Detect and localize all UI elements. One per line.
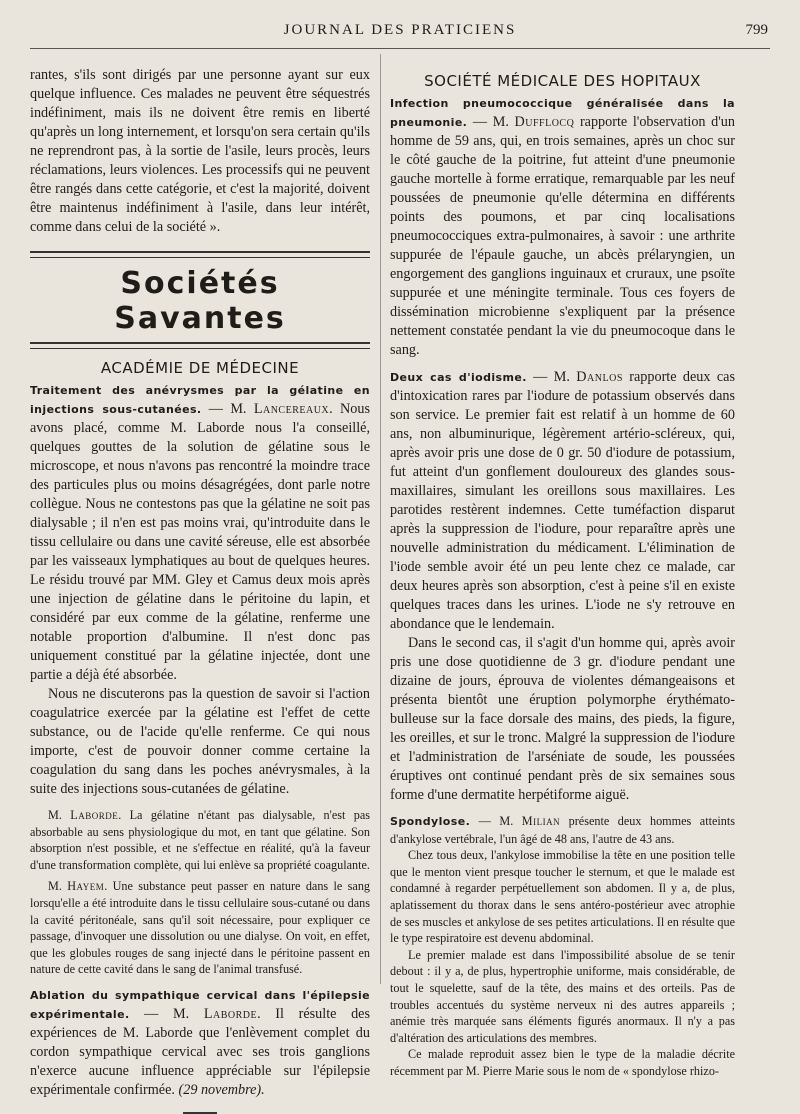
hayem-text: . Une substance peut passer en nature dans le sang lorsqu'elle a été introduite dans le tissu cellulaire sous-cutané ou dans la cavité péritonéale, sans qu'il soit nécessaire, pour expliquer ce passage, d'invoquer une dissolution ou une dialyse. On voit, en effet, que les globules rouges de sang injecté dans le péritoine passent en nature de cette cavité dans le sang de l'animal transfusé. bbox=[30, 879, 371, 977]
gelatine-text: . Nous avons placé, comme M. Laborde nous l'a conseillé, quelques gouttes de la solution de gélatine sous le microscope, et nous n'avons pas rencontré la moindre trace des particules plus ou moins désagrégées, dont parle notre collègue. Nous ne contestons pas que la gélatine ne soit pas dialysable ; il n'en est pas moins vrai, qu'introduite dans le tissu cellulaire ou dans une cavité séreuse, elle est absorbée par les vaisseaux lymphatiques au bout de quelques heures. Le résidu trouvé par MM. Gley et Camus deux mois après une injection de gélatine dans le péritoine du lapin, et considéré par eux comme de la gélatine, renferme une notable proportion d'albumine. Il n'est donc pas uniquement constitué par la gélatine injectée, dont une partie a déjà été absorbée. bbox=[30, 401, 370, 683]
infection-article bbox=[390, 94, 735, 360]
ablation-author: Laborde bbox=[203, 1005, 258, 1022]
ablation-text: . Il résulte des expériences de M. Laborde que l'enlèvement complet du cordon sympathique cervical avec ses trois ganglions n'exerce aucune influence appréciable sur l'épilepsie expérimentale confirmée. bbox=[30, 1005, 370, 1098]
academie-heading: ACADÉMIE DE MÉDECINE bbox=[100, 359, 300, 377]
iodisme-author: Danlos bbox=[576, 369, 623, 385]
iodisme-dash: — M. bbox=[526, 369, 577, 385]
gelatine-dash: — M. bbox=[201, 401, 254, 417]
column-divider bbox=[380, 54, 381, 984]
gelatine-heading: Traitement des anévrysmes par la gélatine en injections sous-cutanées. bbox=[30, 384, 370, 416]
laborde-remark bbox=[30, 807, 370, 873]
hayem-name: Hayem bbox=[67, 879, 105, 894]
running-header bbox=[30, 14, 770, 49]
left-column bbox=[30, 66, 370, 1114]
iodisme-heading: Deux cas d'iodisme. bbox=[390, 371, 527, 384]
spondylose-paragraph-2: Chez tous deux, l'ankylose immobilise la tête en une position telle que le menton vient presque toucher le sternum, et que le malade est condamné à regarder perpétuellement son abdomen. Il y a, de plus, aplatissement du thorax dans le sens antéro-postérieur avec atrophie de ses muscles et ankylose de ses petites articulations. Il en résulte que le type respiratoire est devenu abdominal. bbox=[390, 848, 735, 946]
ablation-date: (29 novembre). bbox=[178, 1081, 265, 1098]
spondylose-dash: — M. bbox=[470, 814, 522, 828]
spondylose-text: présente deux hommes atteints d'ankylose vertébrale, l'un âgé de 48 ans, l'autre de 43 ans. bbox=[390, 814, 735, 846]
ablation-article bbox=[30, 986, 370, 1100]
spondylose-paragraph-4: Ce malade reproduit assez bien le type de la maladie décrite récemment par M. Pierre Marie sous le nom de « spondylose rhizo- bbox=[390, 1047, 735, 1078]
intro-paragraph: rantes, s'ils sont dirigés par une personne ayant sur eux quelque influence. Ces malades ne peuvent être séquestrés indéfiniment, mais ils ne doivent être remis en liberté qu'après un long internement, et lorsqu'on sera certain qu'ils ne reprendront pas, à la sortie de l'asile, leurs procès, leurs réclamations, leurs violences. Les processifs qui ne peuvent être rangés dans cette catégorie, et c'est la majorité, doivent être maintenus indéfiniment à l'asile, dans leur intérêt, comme dans celui de la société ». bbox=[30, 67, 370, 235]
journal-title: JOURNAL DES PRATICIENS bbox=[283, 22, 517, 38]
infection-author: Dufflocq bbox=[514, 114, 575, 130]
societe-medicale-heading: SOCIÉTÉ MÉDICALE DES HOPITAUX bbox=[424, 72, 701, 90]
iodisme-article bbox=[390, 368, 735, 634]
ablation-dash: — M. bbox=[129, 1005, 204, 1022]
laborde-text: . La gélatine n'étant pas dialysable, n'est pas absorbable au sens physiologique du mot, en tant que gélatine. Son absorption n'est possible, et ne s'effectue en réalité, qu'à la faveur d'une transformation complète, qui lui enlève sa propriété coagulante. bbox=[30, 808, 370, 872]
infection-dash: — M. bbox=[467, 114, 515, 130]
section-rule-bottom bbox=[30, 342, 370, 349]
page-number: 799 bbox=[745, 22, 768, 38]
gelatine-article bbox=[30, 381, 370, 685]
spondylose-author: Milian bbox=[521, 814, 561, 828]
section-rule-top bbox=[30, 251, 370, 258]
gelatine-author: Lancereaux bbox=[253, 401, 330, 417]
spondylose-paragraph-3: Le premier malade est dans l'impossibilité absolue de se tenir debout : il y a, de plus, hypertrophie uniforme, mais considérable, de tout le squelette, sauf de la tête, des mains et des orteils. Pas de troubles accentués du système nerveux ni des autres appareils ; anémie très marquée sans éléments figurés anormaux. Il n'y a pas d'altération des articulations des membres. bbox=[390, 947, 735, 1045]
societes-savantes-title: Sociétés Savantes bbox=[114, 266, 286, 336]
right-column bbox=[390, 72, 735, 1080]
iodisme-text: rapporte deux cas d'intoxication rares par l'iodure de potassium observés dans son service. Le premier fait est relatif à un homme de 60 ans, non albuminurique, légèrement artério-scléreux, qui, après avoir pris une dose de 0 gr. 50 d'iodure de potassium, fut atteint d'un gonflement douloureux des glandes sous-maxillaires, simulant les oreillons sous maxillaires. Les parotides restèrent indemnes. Cette tuméfaction disparut après la suppression de l'iodure, pour reparaître après une nouvelle administration du médicament. L'élimination de l'iode semble avoir été un peu lente chez ce malade, car deux heures après son absorption, c'est à peine s'il en existe quelques traces dans les urines. L'iode ne s'y retrouve en abondance que le lendemain. bbox=[390, 369, 735, 632]
laborde-name: Laborde bbox=[70, 808, 119, 822]
gelatine-paragraph-2: Nous ne discuterons pas la question de savoir si l'action coagulatrice exercée par la gélatine est l'effet de cette substance, ou de l'acide qu'elle renferme. Ce qui nous importe, c'est de pouvoir donner comme certaine la coagulation du sang dans les poches anévrysmales, à la suite des injections sous-cutanées de gélatine. bbox=[30, 686, 370, 797]
spondylose-heading: Spondylose. bbox=[390, 815, 471, 828]
hayem-prefix: M. bbox=[48, 879, 68, 894]
spondylose-article bbox=[390, 813, 735, 847]
infection-heading: Infection pneumococcique généralisée dans la pneumonie. bbox=[390, 97, 735, 129]
iodisme-paragraph-2: Dans le second cas, il s'agit d'un homme qui, après avoir pris une dose quotidienne de 3 gr. d'iodure pendant une dizaine de jours, éprouva de violentes démangeaisons et présenta bientôt une éruption polymorphe érythémato-bulleuse sur la face dorsale des mains, des pieds, la figure, les oreilles, et sur le tronc. Malgré la suppression de l'iodure et l'administration de l'arséniate de soude, les poussées éruptives ont continué pendant près de six semaines sous forme d'une dermatite herpétiforme aiguë. bbox=[390, 635, 735, 803]
infection-text: rapporte l'observation d'un homme de 59 ans, qui, en trois semaines, après un choc sur le côté gauche de la poitrine, fut atteint d'une pneumonie gauche mortelle à forme erratique, remarquable par les neuf poussées de pneumonie qu'elle détermina en différents points des poumons, et par cinq localisations pneumococciques extra-pulmonaires, à savoir : une arthrite suppurée de l'épaule gauche, un abcès prélaryngien, un engorgement des ganglions inguinaux et cruraux, une psoïte suppurée et une méningite terminale. Tous ces foyers de dissémination microbienne s'expliquent par la présence nettement constatée pendant la vie du pneumocoque dans le sang. bbox=[390, 114, 735, 358]
ablation-heading: Ablation du sympathique cervical dans l'épilepsie expérimentale. bbox=[30, 988, 370, 1021]
hayem-remark bbox=[30, 878, 370, 978]
laborde-prefix: M. bbox=[48, 808, 71, 822]
